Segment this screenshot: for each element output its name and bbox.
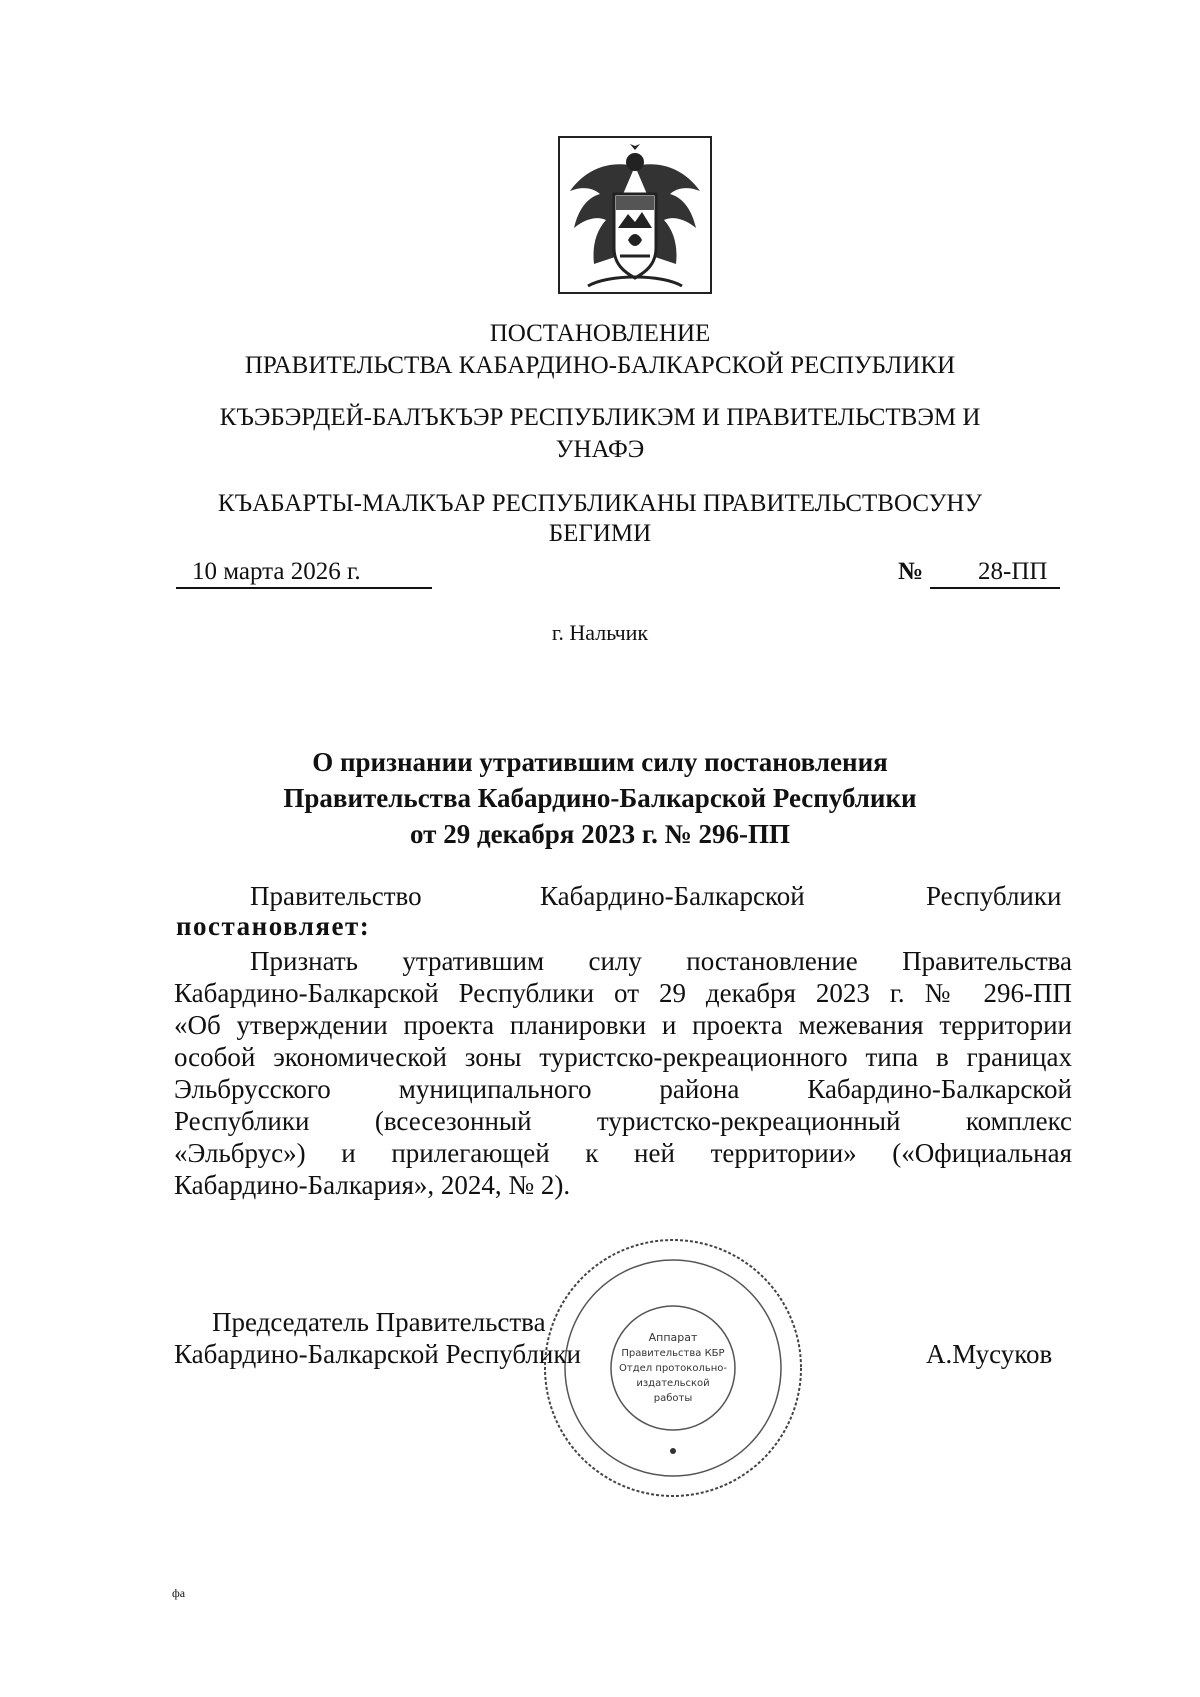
header-title-line2: ПРАВИТЕЛЬСТВА КАБАРДИНО-БАЛКАРСКОЙ РЕСПУБЛИКИ <box>244 352 956 379</box>
stamp-center-line1: Аппарат <box>648 1331 698 1344</box>
header-balkar-line2: БЕГИМИ <box>548 520 652 547</box>
document-number: 28-ПП <box>978 558 1048 585</box>
body-line-3: «Об утверждении проекта планировки и проекта межевания территории <box>174 1010 1072 1040</box>
document-date: 10 марта 2026 г. <box>192 558 361 585</box>
header-kabardian-line1: КЪЭБЭРДЕЙ-БАЛЪКЪЭР РЕСПУБЛИКЭМ И ПРАВИТЕЛЬСТВЭМ И <box>219 404 981 431</box>
signatory-name: А.Мусуков <box>926 1339 1053 1369</box>
body-line-4: особой экономической зоны туристско-рекреационного типа в границах <box>174 1042 1072 1072</box>
body-line-5: Эльбрусского муниципального района Кабардино-Балкарской <box>174 1074 1072 1104</box>
footer-mark: фа <box>172 1586 186 1600</box>
number-sign: № <box>898 558 924 585</box>
signature-position-line1: Председатель Правительства <box>212 1307 546 1337</box>
date-underline <box>176 587 432 589</box>
stamp-center-line3: Отдел протокольно- <box>619 1363 727 1374</box>
body-line-2: Кабардино-Балкарской Республики от 29 декабря 2023 г. № 296-ПП <box>174 978 1072 1008</box>
header-balkar-line1: КЪАБАРТЫ-МАЛКЪАР РЕСПУБЛИКАНЫ ПРАВИТЕЛЬСТВОСУНУ <box>217 490 983 517</box>
intro-word-1: Правительство <box>250 881 422 911</box>
doc-title-line2: Правительства Кабардино-Балкарской Республики <box>283 783 917 813</box>
stamp-center-line2: Правительства КБР <box>621 1348 725 1359</box>
header-title-line1: ПОСТАНОВЛЕНИЕ <box>489 320 711 347</box>
header-kabardian-line2: УНАФЭ <box>555 436 645 463</box>
body-line-7: «Эльбрус») и прилегающей к ней территории» («Официальная <box>174 1138 1072 1168</box>
intro-resolves: постановляет: <box>176 911 371 941</box>
body-line-1: Признать утратившим силу постановление Правительства <box>250 946 1072 976</box>
body-line-6: Республики (всесезонный туристско-рекреационный комплекс <box>174 1106 1072 1136</box>
stamp-center-line4: издательской <box>636 1378 710 1389</box>
number-underline <box>930 587 1060 589</box>
doc-title-line3: от 29 декабря 2023 г. № 296-ПП <box>410 819 790 849</box>
body-line-8: Кабардино-Балкария», 2024, № 2). <box>174 1170 571 1200</box>
intro-word-3: Республики <box>926 881 1062 911</box>
stamp-center-line5: работы <box>653 1393 693 1404</box>
coat-of-arms-emblem <box>558 136 712 294</box>
intro-word-2: Кабардино-Балкарской <box>540 881 805 911</box>
doc-title-line1: О признании утратившим силу постановления <box>312 747 888 777</box>
city: г. Нальчик <box>551 620 649 645</box>
signature-position-line2: Кабардино-Балкарской Республики <box>174 1339 581 1369</box>
